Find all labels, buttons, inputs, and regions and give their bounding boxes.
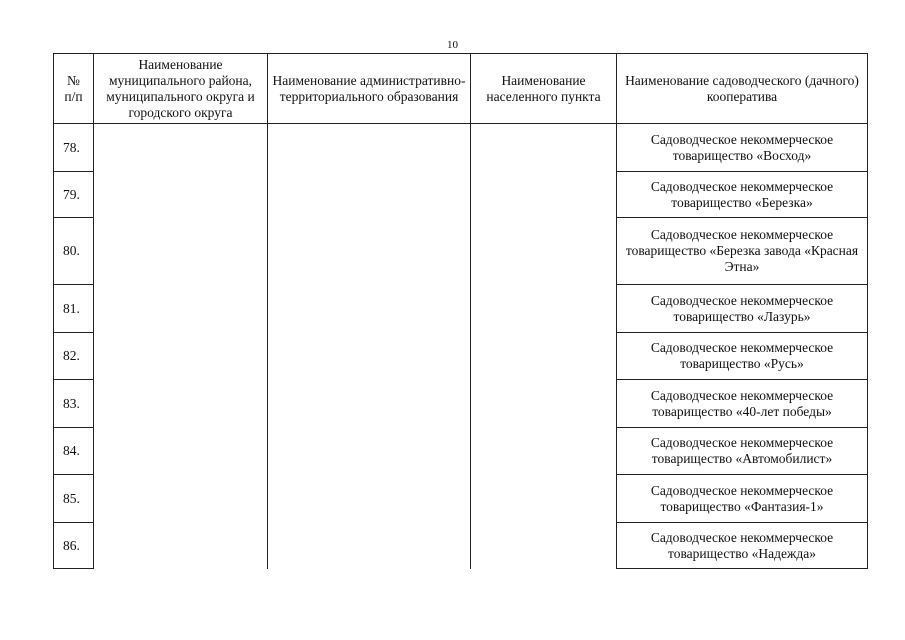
cooperative-cell: Садоводческое некоммерческое товарищество «Надежда» [617, 523, 868, 569]
district-cell [94, 523, 268, 569]
admin-unit-cell [268, 333, 471, 380]
row-number-cell: 85. [54, 475, 94, 523]
column-header-settlement: Наименование населенного пункта [471, 54, 617, 124]
admin-unit-cell [268, 172, 471, 218]
table-row [54, 172, 868, 218]
table-row [54, 380, 868, 428]
row-number-cell: 86. [54, 523, 94, 569]
admin-unit-cell [268, 523, 471, 569]
row-number-cell: 83. [54, 380, 94, 428]
row-number-cell: 81. [54, 285, 94, 333]
row-number-cell: 78. [54, 124, 94, 172]
row-number-cell: 80. [54, 218, 94, 285]
admin-unit-cell [268, 218, 471, 285]
table-row [54, 523, 868, 569]
district-cell [94, 475, 268, 523]
settlement-cell [471, 475, 617, 523]
settlement-cell [471, 333, 617, 380]
column-header-admin-unit: Наименование административно-территориального образования [268, 54, 471, 124]
cooperative-cell: Садоводческое некоммерческое товарищество «Березка завода «Красная Этна» [617, 218, 868, 285]
district-cell [94, 428, 268, 475]
row-number-cell: 79. [54, 172, 94, 218]
cooperative-cell: Садоводческое некоммерческое товарищество «Русь» [617, 333, 868, 380]
cooperative-cell: Садоводческое некоммерческое товарищество «Фантазия-1» [617, 475, 868, 523]
settlement-cell [471, 428, 617, 475]
column-header-number-sign: № [67, 72, 80, 88]
cooperative-cell: Садоводческое некоммерческое товарищество «40-лет победы» [617, 380, 868, 428]
cooperative-cell: Садоводческое некоммерческое товарищество «Березка» [617, 172, 868, 218]
admin-unit-cell [268, 428, 471, 475]
district-cell [94, 124, 268, 172]
table-row [54, 333, 868, 380]
settlement-cell [471, 285, 617, 333]
cooperative-cell: Садоводческое некоммерческое товарищество «Восход» [617, 124, 868, 172]
row-number-cell: 84. [54, 428, 94, 475]
admin-unit-cell [268, 124, 471, 172]
district-cell [94, 333, 268, 380]
table-row [54, 124, 868, 172]
table-row [54, 475, 868, 523]
settlement-cell [471, 218, 617, 285]
column-header-district: Наименование муниципального района, муниципального округа и городского округа [94, 54, 268, 124]
table-row [54, 218, 868, 285]
table-row [54, 285, 868, 333]
table-header-row [54, 54, 868, 124]
column-header-cooperative: Наименование садоводческого (дачного) кооператива [617, 54, 868, 124]
district-cell [94, 380, 268, 428]
district-cell [94, 285, 268, 333]
cooperative-cell: Садоводческое некоммерческое товарищество «Автомобилист» [617, 428, 868, 475]
cooperative-cell: Садоводческое некоммерческое товарищество «Лазурь» [617, 285, 868, 333]
column-header-number [54, 54, 94, 124]
settlement-cell [471, 380, 617, 428]
admin-unit-cell [268, 475, 471, 523]
district-cell [94, 172, 268, 218]
column-header-number-abbr: п/п [64, 88, 83, 104]
cooperatives-table [53, 53, 868, 569]
table-row [54, 428, 868, 475]
settlement-cell [471, 124, 617, 172]
admin-unit-cell [268, 380, 471, 428]
district-cell [94, 218, 268, 285]
page-number: 10 [447, 39, 458, 51]
settlement-cell [471, 172, 617, 218]
settlement-cell [471, 523, 617, 569]
row-number-cell: 82. [54, 333, 94, 380]
admin-unit-cell [268, 285, 471, 333]
